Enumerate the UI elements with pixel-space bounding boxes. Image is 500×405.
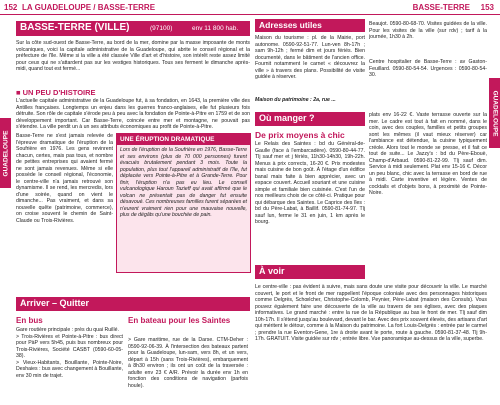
- voir-heading-bar: [255, 265, 365, 279]
- page-number: 153: [480, 3, 494, 12]
- arriver-heading-bar: [16, 297, 250, 311]
- bus-heading: En bus: [16, 316, 43, 325]
- eruption-title: UNE ÉRUPTION DRAMATIQUE: [117, 134, 250, 145]
- adresses-heading: Adresses utiles: [259, 20, 322, 30]
- manger-subheading: De prix moyens à chic: [255, 130, 345, 140]
- bus-text: Gare routière principale : près du quai Ruillé. > Trois-Rivières et Pointe-à-Pitre : bus direct pour PàP vers 5h45, puis bus nombreux pour Trois-Rivières, Société CASBT (0590-60-05-38). > Vieux-Habitants, Bouillante, Pointe-Noire, Deshaies : bus avec changement à Bouillante, env 30 min de trajet.: [16, 327, 123, 379]
- city-population: env 11 800 hab.: [192, 25, 239, 32]
- left-running-head: [0, 0, 251, 15]
- voir-text: Le centre-ville : pas évident à suivre, mais sans doute une visite pour découvrir la ville. Le marché couvert, le port et le front de mer rappellent l'époque coloniale avec des personnages historiques comme Delgrès, Schœlcher, Christophe-Colomb, Peynier, Père-Labat (maison des Consuls). Vous pouvez également faire une découverte de la ville au travers de ses églises, avec des plaques informatives. Le grand marché : entre la rue de la République au bas le front de mer. Tlj sauf dim 10h-17h. Il s'étend jusqu'au boulevard, devant le bar. Avec des prix souvent élevés, des artisans d'art qui méritent le détour, comme à la Maison du patrimoine. La fort Louis-Delgrès : entrée par le carmel ; prendre la rue Eventon-Gene, 1re à droite avant le porte, route à gauche. 0590-81-37-48. Tlj 9h-17h. GRATUIT. Visite guidée sur rdv ; entrée libre. Vue panoramique au-dessus de la ville, superbe.: [255, 284, 487, 342]
- city-title-bar: [16, 21, 250, 36]
- manger-heading: Où manger ?: [259, 113, 315, 123]
- history-text: L'actuelle capitale administrative de la Guadeloupe fut, à sa fondation, en 1643, la première ville des Antilles françaises. Longtemps un enjeu dans les guerres franco-anglaises, elle fut plusieurs fois détruite. Son rôle de capitale s'érode peu à peu avec la fondation de Pointe-à-Pitre en 1759 et de son développement important. Car Basse-Terre, coincée entre mer et montagne, ne pouvait pas s'étendre. La ville perdit un à un ses attributs économiques au profit de Pointe-à-Pitre.: [16, 98, 250, 130]
- header-rule: [0, 14, 251, 15]
- city-title: BASSE-TERRE (VILLE): [20, 22, 130, 33]
- city-postcode: (97100): [150, 25, 173, 32]
- eruption-text: Lors de l'éruption de la Soufrière en 1976, Basse-Terre et ses environs (plus de 70 000 personnes) furent évacués brutalement pendant 3 mois. Toute la population, plus tout l'appareil administratif de l'île, fut déplacée vers Pointe-à-Pitre et à Grande-Terre. Pour finir, l'éruption n'a pas eu lieu. Le conseil vulcanologique Haroun Tazieff qui avait affirmé que le volcan ne présentait pas de danger fut ensuite désavoué. Ces nombreuses familles furent séparées et n'eurent vraiment rien pour une mauvaise nouvelle, plus de dégâts qu'une bouchée de pain.: [120, 147, 247, 218]
- bateau-heading: En bateau pour les Saintes: [128, 316, 231, 325]
- bateau-text: > Gare maritime, rue de la Darse. CTM-Deher : 0590-92-06-39. À l'intersection des bateaux partent pour la Guadeloupe, lun-sam, vers 8h, et un vers, départ à 15h (sans Trois-Rivières), embarquement à 8h30 environ ; ils ont un coût de la traversée : adulte env 23 € A/R. Prévoir la durée env 1h en fonction des conditions de navigation (parfois houle).: [128, 337, 248, 389]
- eruption-box: [116, 133, 251, 273]
- history-heading: ■ UN PEU D'HISTOIRE: [16, 88, 96, 97]
- manger-text-2: plats env 16-22 €. Vaste terrasse ouverte sur la mer. Le cadre est tout à fait en nommé, dans le coin, avec des couples, familles et petits groupes sont les mêmes (il vaut mieux réserver) car l'ambiance est détendue, la cuisine typiquement créole. Alors tout le monde se presse, et il fait ce tout de suite... Le Jazzy's : bd du Père-Ebouè, Champ-d'Arbaud. 0590-81-22-99. Tlj sauf dim. Service à midi seulement. Plat env 15-16 €. Décor un peu blanc, chic avec la terrasse en bord de rue à midi. Carte inventive et légère. Ventes de cocktails et d'objets bons, à proximité de Pointe-Noire.: [369, 112, 487, 196]
- header-rule: [251, 14, 500, 15]
- adresses-item-1: Maison du tourisme : pl. de la Mairie, port autonome. 0590-92-51-77. Lun-ven 8h-17h ; sam 9h-12h ; fermé dim et jours fériés. Bien documenté, dans le bâtiment de l'ancien office. Fournit notamment le carnet « découvrez la ville » à travers des plans. Possibilité de visite guidée à réserver.: [255, 35, 365, 80]
- adresses-heading-bar: [255, 19, 365, 32]
- intro-text: Sur la côte sud-ouest de Basse-Terre, au bord de la mer, domine par la masse imposante de monts volcaniques, voici la capitale administrative de la Guadeloupe, qui abrite le conseil régional et la préfecture de l'île. Même si la ville a été classée Ville d'art et d'histoire, son intérêt reste assez limité pour ceux qui ne s'attardent pas sur les vestiges historiques. Tous ses ferment le dimanche après-midi, quand tout est fermé...: [16, 40, 250, 72]
- running-head-title: BASSE-TERRE: [412, 3, 470, 12]
- side-tab-right: GUADELOUPE: [489, 78, 500, 148]
- adresses-item-3: Beaujot. 0590-80-68-70. Visites guidées de la ville. Pour les visites de la ville (sur rdv) ; tarif à la journée, 1h30 à 2h.: [369, 21, 487, 40]
- right-page: [251, 0, 500, 405]
- manger-text-1: Le Relais des Saintes : bd du Général-de-Gaulle (face à l'embarcadère). 0590-80-44-77. Tlj sauf mer et j fériés, 11h30-14h30, 19h-22h. Menus à prix corrects, 16-20 €. Prix modestes mais cuisine de bon goût. À l'étage d'un édifice banal mais faite à bien apprécier, avec un espace couvert. Accueil souriant et une cuisine simple et familiale bien cuisinée. C'est l'un de nos meilleurs choix de ce côté-ci. Pratique pour qui débarque des Saintes. Le Caprice des îles : bd du Père-Labat, à Baillif. 0590-81-74-97. Tlj sauf lun, ferme le 31 en juin, 1 km après le bourg.: [255, 141, 365, 225]
- history-text-2: Basse-Terre ne s'est jamais relevée de l'épreuve dramatique de l'éruption de la Soufrière en 1976. Les gens revinrent chacun, certes, mais pas tous, et nombre de petites entreprises qui avaient fermé ne sont jamais revenues. Même si elle possède le conseil régional, l'économie, le centre-ville n'a jamais retrouvé son dynamisme. Il se rend, les mercredis, lors d'une soirée, quand on vient le dimanche... Pas vraiment, et dans sa nouvelle quête (patrimoine, commerce), on croise souvent le chemin de Saint-Claude ou Trois-Rivières.: [16, 133, 113, 224]
- voir-heading: À voir: [259, 266, 285, 276]
- page-number: 152: [4, 3, 18, 12]
- manger-heading-bar: [255, 112, 365, 126]
- side-tab-left: GUADELOUPE: [0, 118, 11, 188]
- arriver-heading: Arriver – Quitter: [20, 298, 90, 308]
- right-running-head: [251, 0, 500, 15]
- adresses-item-2: Maison du patrimoine : 2a, rue ...: [255, 97, 336, 103]
- adresses-item-4: Centre hospitalier de Basse-Terre : av Gaston-Feuillard. 0590-80-54-54. Urgences : 0590-80-54-30.: [369, 59, 487, 78]
- running-head-title: LA GUADELOUPE / BASSE-TERRE: [22, 3, 156, 12]
